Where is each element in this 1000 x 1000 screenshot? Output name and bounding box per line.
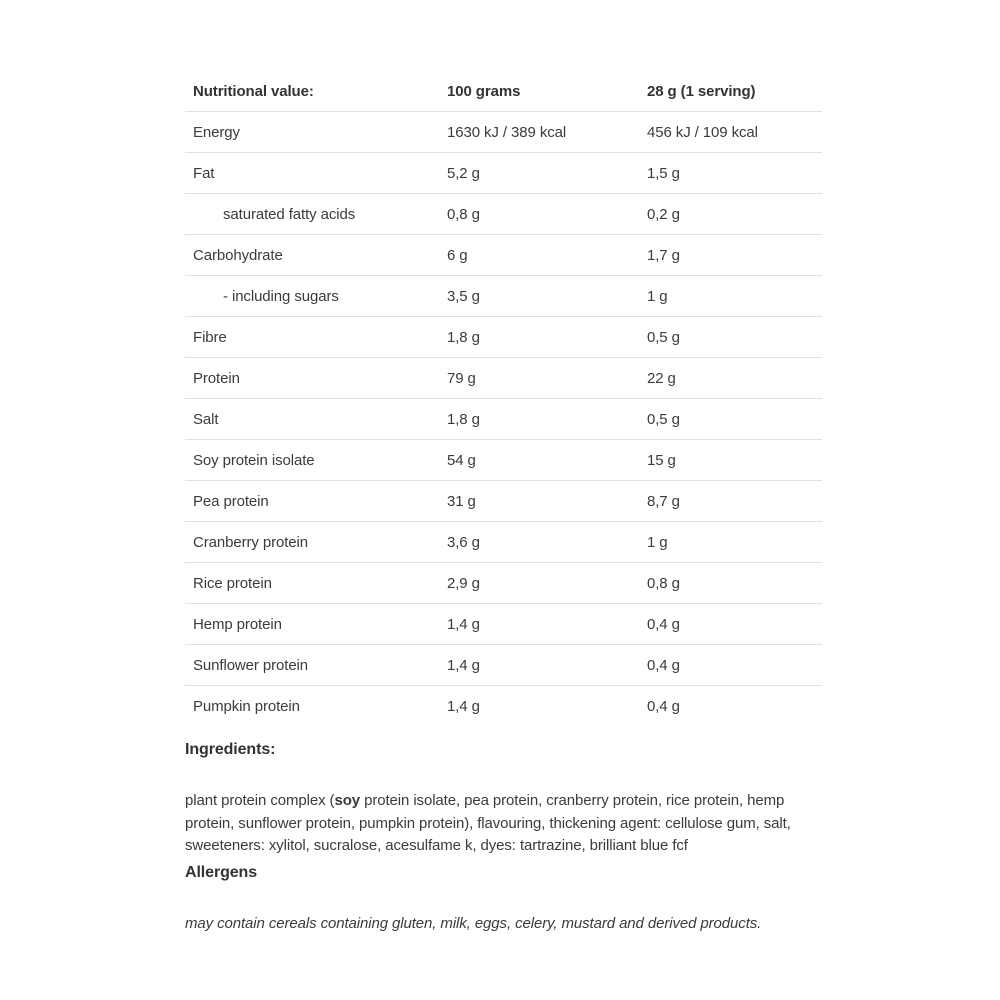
- table-row-protein: [185, 358, 822, 399]
- ingredients-text-after-bold: protein isolate, pea protein, cranberry protein, rice protein, hemp protein, sunflower protein, pumpkin protein), flavouring, thickening agent: cellulose gum, salt, sweeteners: xylitol, sucralose, acesulfame k, dyes: tartrazine, brilliant blue fcf: [185, 792, 791, 854]
- table-row-pea-protein: [185, 481, 822, 522]
- row-value-serving: 1,7 g: [647, 246, 680, 264]
- row-value-serving: 8,7 g: [647, 492, 680, 510]
- table-row-rice-protein: [185, 563, 822, 604]
- row-value-100g: 3,5 g: [447, 287, 480, 305]
- table-row-soy-protein-isolate: [185, 440, 822, 481]
- row-value-serving: 1 g: [647, 533, 668, 551]
- row-value-100g: 3,6 g: [447, 533, 480, 551]
- table-row-carbohydrate: [185, 235, 822, 276]
- row-value-100g: 1,8 g: [447, 328, 480, 346]
- row-label: Fibre: [193, 328, 227, 346]
- row-value-serving: 15 g: [647, 451, 676, 469]
- row-value-serving: 1,5 g: [647, 164, 680, 182]
- table-row-pumpkin-protein: [185, 686, 822, 726]
- row-value-100g: 79 g: [447, 369, 476, 387]
- row-value-100g: 0,8 g: [447, 205, 480, 223]
- row-value-100g: 1,8 g: [447, 410, 480, 428]
- row-label: Carbohydrate: [193, 246, 283, 264]
- row-label: Pea protein: [193, 492, 269, 510]
- table-row-saturated-fatty-acids: [185, 194, 822, 235]
- ingredients-text-before-bold: plant protein complex (: [185, 792, 335, 809]
- row-value-100g: 54 g: [447, 451, 476, 469]
- table-row-sunflower-protein: [185, 645, 822, 686]
- row-label: Sunflower protein: [193, 656, 309, 674]
- row-label: Energy: [193, 123, 240, 141]
- row-label: - including sugars: [223, 287, 339, 305]
- row-value-100g: 1,4 g: [447, 656, 480, 674]
- table-header-row: [185, 71, 822, 112]
- table-row-energy: [185, 112, 822, 153]
- row-label: Hemp protein: [193, 615, 282, 633]
- row-value-serving: 0,4 g: [647, 697, 680, 715]
- row-value-100g: 1,4 g: [447, 697, 480, 715]
- row-value-serving: 0,4 g: [647, 656, 680, 674]
- row-value-serving: 22 g: [647, 369, 676, 387]
- row-label: Salt: [193, 410, 219, 428]
- row-value-serving: 0,5 g: [647, 328, 680, 346]
- row-label: Rice protein: [193, 574, 272, 592]
- row-label: Soy protein isolate: [193, 451, 315, 469]
- table-row-cranberry-protein: [185, 522, 822, 563]
- row-label: saturated fatty acids: [223, 205, 356, 223]
- row-label: Protein: [193, 369, 240, 387]
- table-row-including-sugars: [185, 276, 822, 317]
- row-value-serving: 456 kJ / 109 kcal: [647, 123, 758, 141]
- allergens-text: may contain cereals containing gluten, milk, eggs, celery, mustard and derived products.: [185, 915, 762, 932]
- row-value-100g: 5,2 g: [447, 164, 480, 182]
- table-row-fibre: [185, 317, 822, 358]
- ingredients-text: [185, 790, 825, 858]
- row-label: Fat: [193, 164, 215, 182]
- header-serving: 28 g (1 serving): [647, 82, 756, 100]
- header-nutritional-value: Nutritional value:: [193, 82, 314, 100]
- allergens-heading: Allergens: [185, 864, 258, 881]
- row-value-serving: 0,8 g: [647, 574, 680, 592]
- table-row-fat: [185, 153, 822, 194]
- row-value-100g: 1630 kJ / 389 kcal: [447, 123, 567, 141]
- ingredients-heading: Ingredients:: [185, 741, 276, 758]
- row-value-100g: 2,9 g: [447, 574, 480, 592]
- nutrition-table: [185, 71, 822, 726]
- row-label: Cranberry protein: [193, 533, 309, 551]
- row-value-100g: 1,4 g: [447, 615, 480, 633]
- header-100-grams: 100 grams: [447, 82, 521, 100]
- table-row-hemp-protein: [185, 604, 822, 645]
- row-value-serving: 0,2 g: [647, 205, 680, 223]
- ingredients-bold-word: soy: [334, 792, 361, 809]
- table-row-salt: [185, 399, 822, 440]
- row-value-serving: 1 g: [647, 287, 668, 305]
- row-value-serving: 0,5 g: [647, 410, 680, 428]
- row-value-serving: 0,4 g: [647, 615, 680, 633]
- row-value-100g: 6 g: [447, 246, 468, 264]
- row-value-100g: 31 g: [447, 492, 476, 510]
- row-label: Pumpkin protein: [193, 697, 300, 715]
